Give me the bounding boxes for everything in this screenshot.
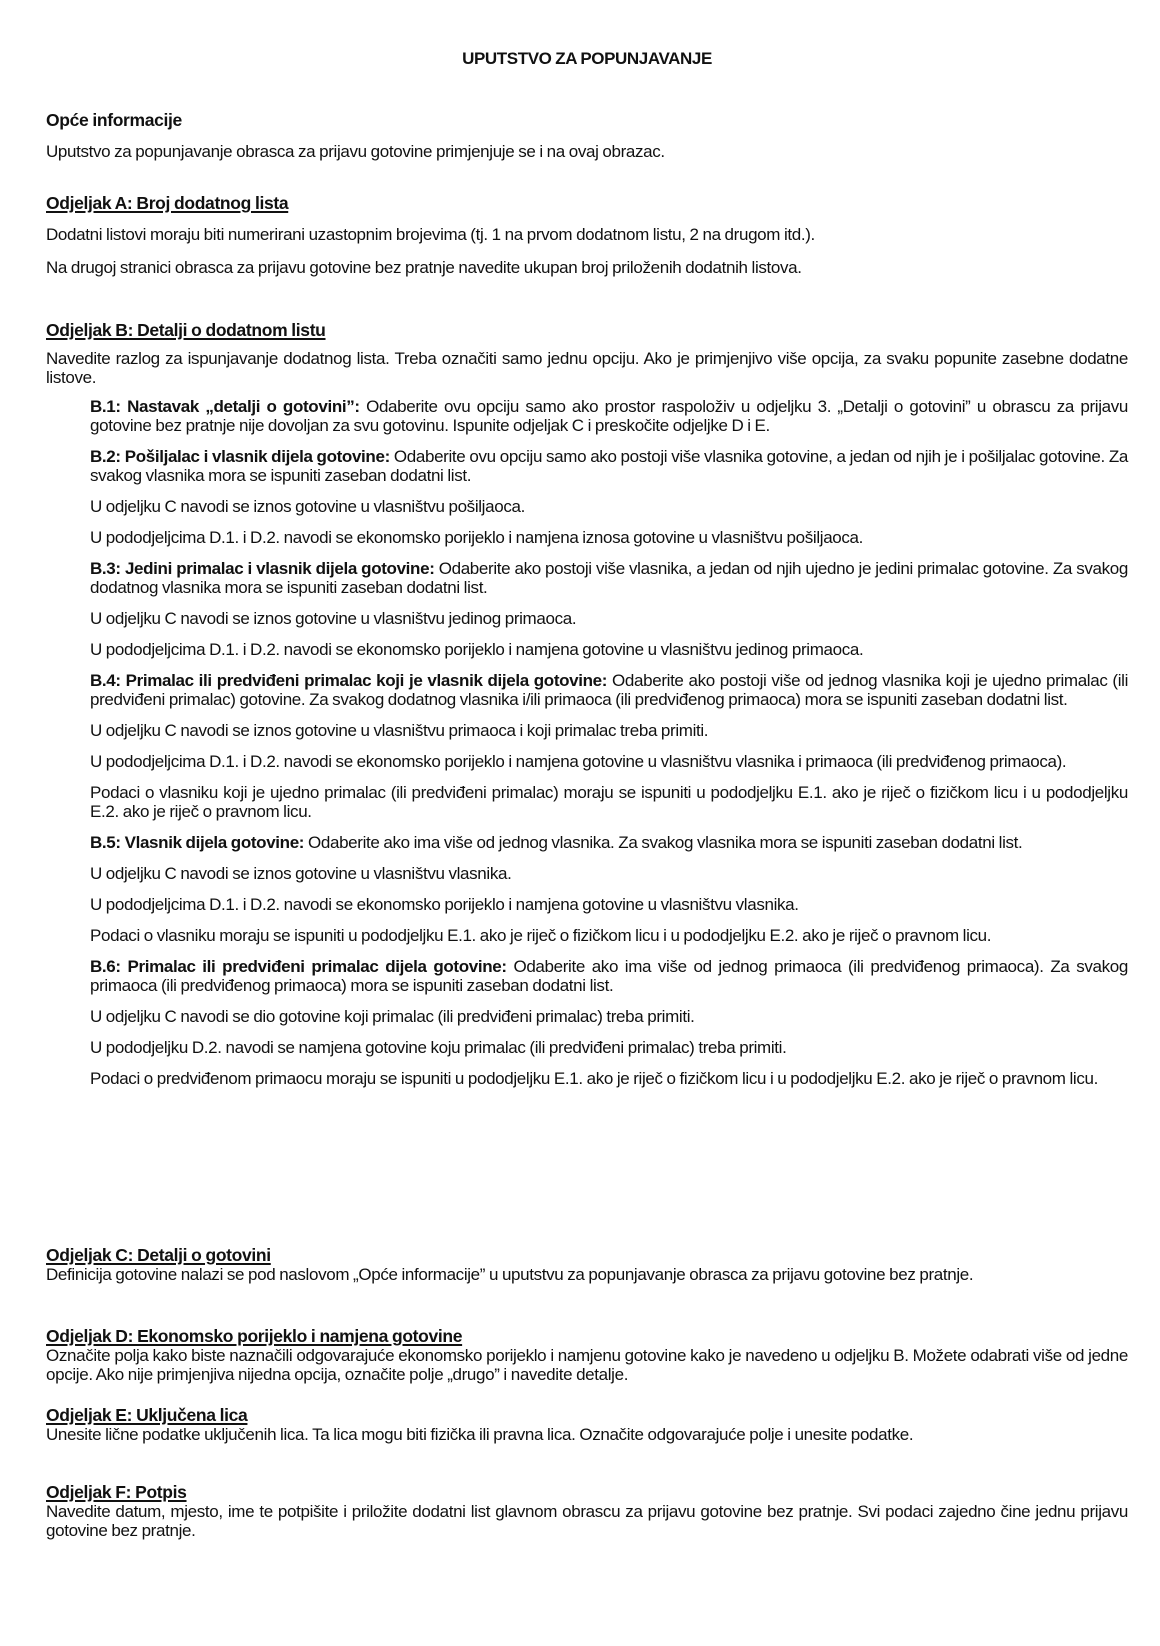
- option-b4-text: Odaberite ako postoji više od jednog vlasnika koji je ujedno primalac (ili predviđeni primalac) gotovine. Za svakog dodatnog vlasnika i/ili primaoca (ili predviđenog primaoca) mora se ispuniti zaseban dodatni list.: [90, 671, 1128, 709]
- section-f-heading: Odjeljak F: Potpis: [46, 1482, 187, 1502]
- option-b4: [90, 671, 1128, 709]
- section-c: [46, 1245, 1128, 1284]
- section-a-paragraph-2: Na drugoj stranici obrasca za prijavu gotovine bez pratnje navedite ukupan broj priloženih dodatnih listova.: [46, 258, 802, 277]
- option-b6-section-d-note: U pododjeljku D.2. navodi se namjena gotovine koju primalac (ili predviđeni primalac) treba primiti.: [90, 1038, 787, 1057]
- section-e: [46, 1405, 1128, 1444]
- option-b4-section-e-note: Podaci o vlasniku koji je ujedno primalac (ili predviđeni primalac) moraju se ispuniti u pododjeljku E.1. ako je riječ o fizičkom licu i u pododjeljku E.2. ako je riječ o pravnom licu.: [90, 783, 1128, 821]
- section-f: [46, 1482, 1128, 1540]
- section-c-text: Definicija gotovine nalazi se pod naslovom „Opće informacije” u uputstvu za popunjavanje obrasca za prijavu gotovine bez pratnje.: [46, 1265, 974, 1284]
- option-b2-section-d-note: U pododjeljcima D.1. i D.2. navodi se ekonomsko porijeklo i namjena iznosa gotovine u vlasništvu pošiljaoca.: [90, 528, 864, 547]
- option-b5-section-c-note: U odjeljku C navodi se iznos gotovine u vlasništvu vlasnika.: [90, 864, 512, 883]
- option-b2: [90, 447, 1128, 485]
- option-b6-section-c-note: U odjeljku C navodi se dio gotovine koji primalac (ili predviđeni primalac) treba primiti.: [90, 1007, 695, 1026]
- section-d-text: Označite polja kako biste naznačili odgovarajuće ekonomsko porijeklo i namjenu gotovine kako je navedeno u odjeljku B. Možete odabrati više od jedne opcije. Ako nije primjenjiva nijedna opcija, označite polje „drugo” i navedite detalje.: [46, 1346, 1128, 1384]
- section-b: [46, 320, 1128, 1088]
- option-b5: [90, 833, 1128, 852]
- option-b2-section-c-note: U odjeljku C navodi se iznos gotovine u vlasništvu pošiljaoca.: [90, 497, 525, 516]
- option-b1: [90, 397, 1128, 435]
- option-b4-label: B.4: Primalac ili predviđeni primalac koji je vlasnik dijela gotovine:: [90, 671, 608, 690]
- option-b3-label: B.3: Jedini primalac i vlasnik dijela gotovine:: [90, 559, 435, 578]
- section-f-text: Navedite datum, mjesto, ime te potpišite i priložite dodatni list glavnom obrascu za prijavu gotovine bez pratnje. Svi podaci zajedno čine jednu prijavu gotovine bez pratnje.: [46, 1502, 1128, 1540]
- section-b-heading: Odjeljak B: Detalji o dodatnom listu: [46, 320, 326, 340]
- option-b2-text: Odaberite ovu opciju samo ako postoji više vlasnika gotovine, a jedan od njih je i pošiljalac gotovine. Za svakog vlasnika mora se ispuniti zaseban dodatni list.: [90, 447, 1129, 485]
- document-title: UPUTSTVO ZA POPUNJAVANJE: [462, 49, 712, 68]
- general-info-heading: Opće informacije: [46, 110, 182, 130]
- option-b6-text: Odaberite ako ima više od jednog primaoca (ili predviđenog primaoca). Za svakog primaoca (ili predviđenog primaoca) mora se ispuniti zaseban dodatni list.: [90, 957, 1128, 995]
- section-e-text: Unesite lične podatke uključenih lica. Ta lica mogu biti fizička ili pravna lica. Označite odgovarajuće polje i unesite podatke.: [46, 1425, 914, 1444]
- section-d-heading: Odjeljak D: Ekonomsko porijeklo i namjena gotovine: [46, 1326, 463, 1346]
- section-a: [46, 193, 1128, 277]
- option-b1-label: B.1: Nastavak „detalji o gotovini”:: [90, 397, 360, 416]
- option-b3-text: Odaberite ako postoji više vlasnika, a jedan od njih ujedno je jedini primalac gotovine. Za svakog dodatnog vlasnika mora se ispuniti zaseban dodatni list.: [90, 559, 1128, 597]
- option-b4-section-c-note: U odjeljku C navodi se iznos gotovine u vlasništvu primaoca i koji primalac treba primiti.: [90, 721, 709, 740]
- option-b6: [90, 957, 1128, 995]
- section-c-heading: Odjeljak C: Detalji o gotovini: [46, 1245, 271, 1265]
- option-b6-section-e-note: Podaci o predviđenom primaocu moraju se ispuniti u pododjeljku E.1. ako je riječ o fizičkom licu i u pododjeljku E.2. ako je riječ o pravnom licu.: [90, 1069, 1098, 1088]
- general-info-section: [46, 110, 1128, 161]
- option-b4-section-d-note: U pododjeljcima D.1. i D.2. navodi se ekonomsko porijeklo i namjena gotovine u vlasništvu vlasnika i primaoca (ili predviđenog primaoca).: [90, 752, 1067, 771]
- option-b6-label: B.6: Primalac ili predviđeni primalac dijela gotovine:: [90, 957, 507, 976]
- section-a-heading: Odjeljak A: Broj dodatnog lista: [46, 193, 289, 213]
- option-b5-label: B.5: Vlasnik dijela gotovine:: [90, 833, 305, 852]
- option-b3-section-d-note: U pododjeljcima D.1. i D.2. navodi se ekonomsko porijeklo i namjena gotovine u vlasništvu jedinog primaoca.: [90, 640, 864, 659]
- section-e-heading: Odjeljak E: Uključena lica: [46, 1405, 248, 1425]
- section-d: [46, 1326, 1128, 1384]
- option-b5-text: Odaberite ako ima više od jednog vlasnika. Za svakog vlasnika mora se ispuniti zaseban dodatni list.: [304, 833, 1023, 852]
- section-a-paragraph-1: Dodatni listovi moraju biti numerirani uzastopnim brojevima (tj. 1 na prvom dodatnom listu, 2 na drugom itd.).: [46, 225, 815, 244]
- option-b5-section-d-note: U pododjeljcima D.1. i D.2. navodi se ekonomsko porijeklo i namjena gotovine u vlasništvu vlasnika.: [90, 895, 799, 914]
- option-b3: [90, 559, 1128, 597]
- option-b2-label: B.2: Pošiljalac i vlasnik dijela gotovine:: [90, 447, 390, 466]
- option-b3-section-c-note: U odjeljku C navodi se iznos gotovine u vlasništvu jedinog primaoca.: [90, 609, 577, 628]
- option-b1-text: Odaberite ovu opciju samo ako prostor raspoloživ u odjeljku 3. „Detalji o gotovini” u obrascu za prijavu gotovine bez pratnje nije dovoljan za svu gotovinu. Ispunite odjeljak C i preskočite odjeljke D i E.: [90, 397, 1129, 435]
- option-b5-section-e-note: Podaci o vlasniku moraju se ispuniti u pododjeljku E.1. ako je riječ o fizičkom licu i u pododjeljku E.2. ako je riječ o pravnom licu.: [90, 926, 992, 945]
- general-info-text: Uputstvo za popunjavanje obrasca za prijavu gotovine primjenjuje se i na ovaj obrazac.: [46, 142, 665, 161]
- section-b-intro: Navedite razlog za ispunjavanje dodatnog lista. Treba označiti samo jednu opciju. Ako je primjenjivo više opcija, za svaku popunite zasebne dodatne listove.: [46, 349, 1128, 387]
